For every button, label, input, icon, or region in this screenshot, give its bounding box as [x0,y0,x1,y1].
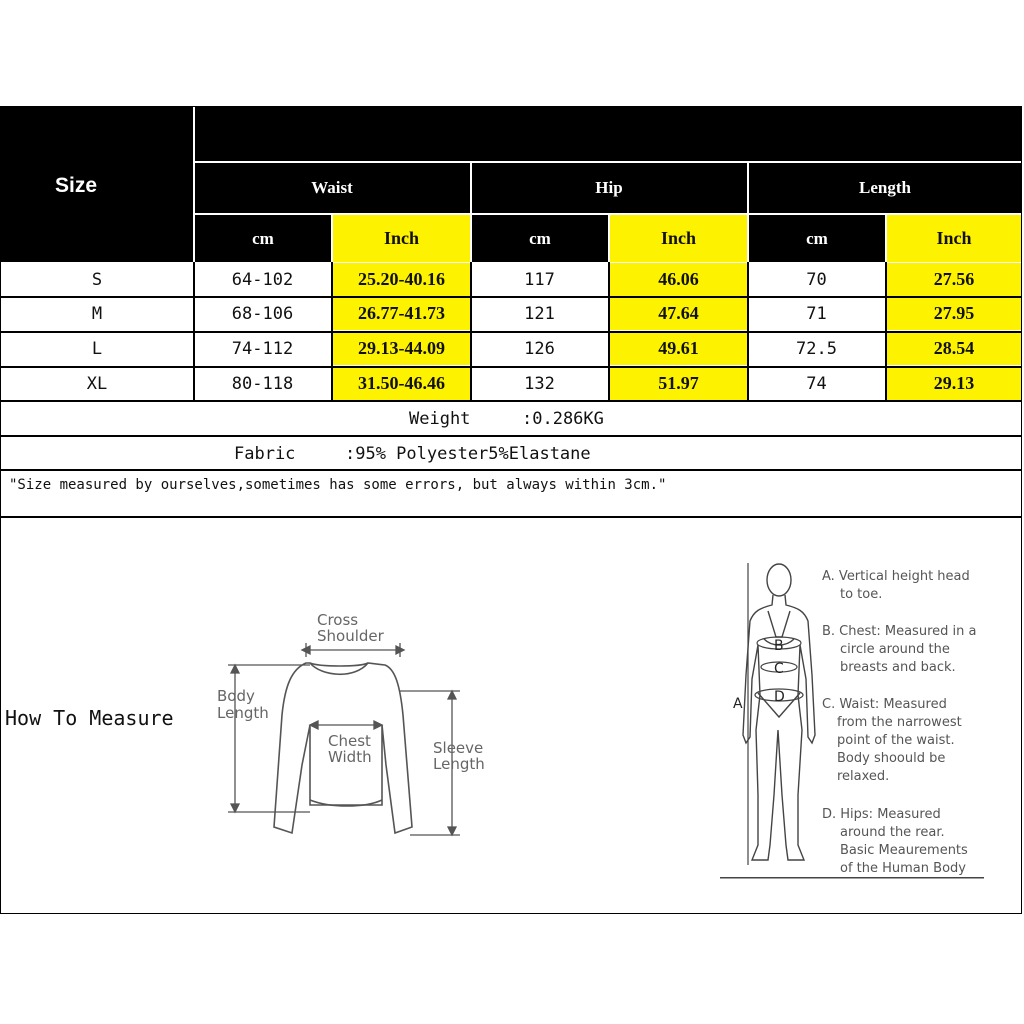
cell-waist-cm-l: 74-112 [231,338,294,359]
chest-width-label: Chest [328,732,371,750]
body-diagram [720,555,1020,885]
fabric-label: Fabric [234,444,296,464]
note-b-3: breasts and back. [840,660,956,675]
length-inch-header: Inch [887,215,1021,262]
cell-len-in-m: 27.95 [887,297,1021,330]
length-header: Length [859,178,911,197]
note-c-4: Body shoould be [837,751,946,766]
cell-waist-in-s: 25.20-40.16 [333,263,470,296]
cell-waist-cm-xl: 80-118 [231,373,294,394]
cell-hip-cm-s: 117 [524,269,555,290]
note-d-4: of the Human Body [840,861,966,876]
cell-hip-in-xl: 51.97 [610,367,747,400]
waist-header: Waist [311,178,353,197]
cell-len-cm-xl: 74 [806,373,827,394]
note-c-1: C. Waist: Measured [822,697,947,712]
waist-cm-header: cm [252,228,274,248]
cell-waist-in-l: 29.13-44.09 [333,332,470,365]
cell-len-cm-m: 71 [806,303,827,324]
note-b-2: circle around the [840,642,950,657]
body-length-label: Body [217,687,255,705]
letter-c: C [774,661,784,677]
letter-d: D [774,689,785,705]
cell-hip-cm-m: 121 [524,303,555,324]
hip-header: Hip [595,178,623,197]
cross-shoulder-label-2: Shoulder [317,627,384,645]
cross-shoulder-label: Cross [317,611,359,629]
note-a-2: to toe. [840,587,883,602]
hip-inch-header: Inch [610,215,747,262]
note-c-2: from the narrowest [837,715,962,730]
cell-hip-cm-l: 126 [524,338,555,359]
cell-size-xl: XL [86,373,108,394]
note-d-1: D. Hips: Measured [822,807,941,822]
sleeve-length-label-2: Length [433,755,485,773]
cell-len-cm-l: 72.5 [796,338,837,359]
cell-size-l: L [91,338,103,359]
cell-waist-cm-m: 68-106 [231,303,294,324]
note-a-1: A. Vertical height head [822,569,970,584]
note-c-5: relaxed. [837,769,890,784]
cell-len-in-l: 28.54 [887,332,1021,365]
note-d-3: Basic Meaurements [840,843,968,858]
cell-len-cm-s: 70 [806,269,827,290]
cell-hip-in-l: 49.61 [610,332,747,365]
note-d-2: around the rear. [840,825,945,840]
body-length-label-2: Length [217,704,269,722]
note-b-1: B. Chest: Measured in a [822,624,977,639]
waist-inch-header: Inch [333,215,470,262]
shirt-diagram [210,605,500,845]
chest-width-label-2: Width [328,748,372,766]
how-to-measure-title: How To Measure [5,706,174,730]
cell-waist-in-m: 26.77-41.73 [333,297,470,330]
cell-len-in-xl: 29.13 [887,367,1021,400]
fabric-value: :95% Polyester5%Elastane [345,444,591,464]
weight-label: Weight [409,409,471,429]
size-header: Size [54,174,98,197]
length-cm-header: cm [806,228,828,248]
letter-a: A [733,696,743,712]
cell-len-in-s: 27.56 [887,263,1021,296]
hip-cm-header: cm [529,228,551,248]
cell-size-m: M [91,303,103,324]
cell-waist-in-xl: 31.50-46.46 [333,367,470,400]
cell-hip-in-m: 47.64 [610,297,747,330]
cell-waist-cm-s: 64-102 [231,269,294,290]
cell-hip-in-s: 46.06 [610,263,747,296]
weight-value: :0.286KG [522,409,604,429]
size-note: "Size measured by ourselves,sometimes has some errors, but always within 3cm." [9,477,667,493]
sleeve-length-label: Sleeve [433,739,484,757]
letter-b: B [774,638,784,654]
cell-size-s: S [91,269,103,290]
note-c-3: point of the waist. [837,733,955,748]
cell-hip-cm-xl: 132 [524,373,555,394]
